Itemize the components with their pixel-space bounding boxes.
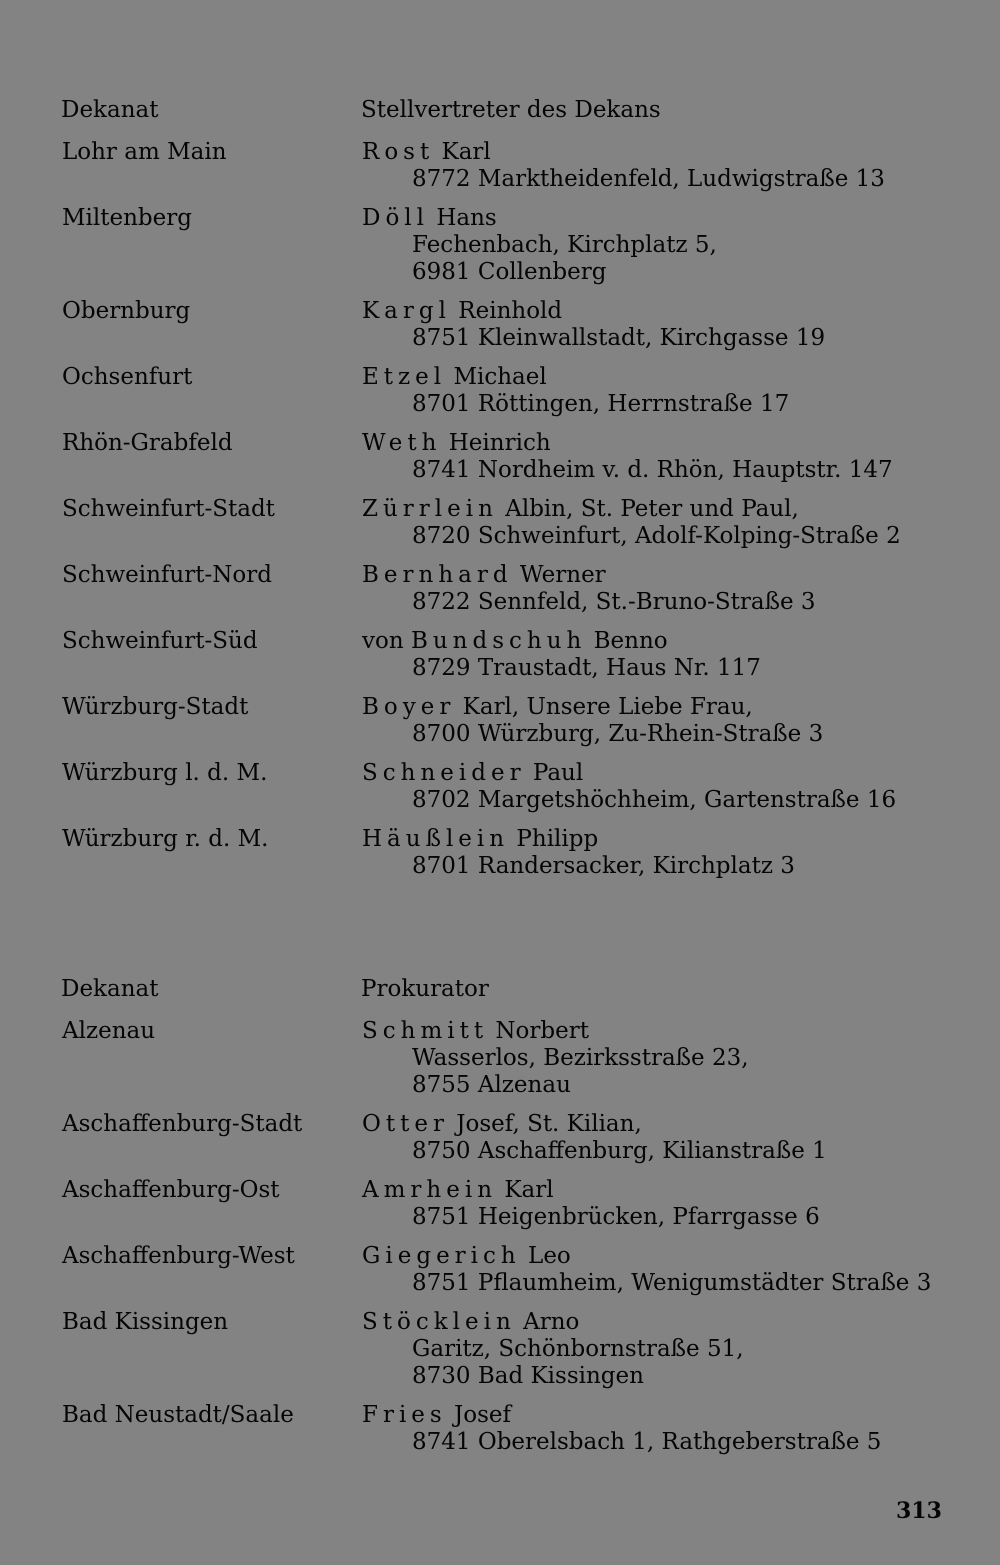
person-name [362,1309,1000,1336]
address-line: 8741 Oberelsbach 1, Rathgeberstraße 5 [412,1429,882,1455]
given-name: Michael [453,364,547,390]
dekanat-name: Schweinfurt-Stadt [62,496,275,522]
person-info [362,562,1000,616]
address-line: 8729 Traustadt, Haus Nr. 117 [412,655,761,681]
person-info [362,364,1000,418]
given-name: Albin, St. Peter und Paul, [505,496,799,522]
given-name: Karl [504,1177,554,1203]
name-prefix: von [362,628,404,654]
person-name [362,1111,1000,1138]
person-info [362,694,1000,748]
column-header-role: Stellvertreter des Dekans [361,97,661,123]
dekanat-name: Alzenau [62,1018,156,1044]
address-line: Wasserlos, Bezirksstraße 23, [412,1045,749,1071]
surname: Boyer [362,694,456,720]
list-item [0,364,1000,418]
list-item [0,1402,1000,1456]
person-name [362,826,1000,853]
person-name [362,1177,1000,1204]
person-name [362,430,1000,457]
person-info [362,1111,1000,1165]
person-name [362,1243,1000,1270]
dekanat-name: Würzburg r. d. M. [62,826,269,852]
person-info [362,826,1000,880]
address-line: 6981 Collenberg [412,259,607,285]
given-name: Josef [454,1402,512,1428]
section-stellvertreter [0,95,1000,892]
person-info [362,1177,1000,1231]
list-item [0,298,1000,352]
section-header [0,974,1000,1006]
given-name: Hans [436,205,497,231]
list-item [0,760,1000,814]
given-name: Benno [593,628,668,654]
person-name [362,1402,1000,1429]
surname: Fries [362,1402,447,1428]
list-item [0,205,1000,286]
person-info [362,298,1000,352]
column-header-role: Prokurator [361,976,489,1002]
given-name: Werner [519,562,606,588]
person-info [362,1243,1000,1297]
entry-list [0,1018,1000,1456]
list-item [0,826,1000,880]
address-line: 8722 Sennfeld, St.-Bruno-Straße 3 [412,589,816,615]
person-info [362,628,1000,682]
dekanat-name: Aschaffenburg-West [62,1243,295,1269]
person-name [362,628,1000,655]
given-name: Arno [523,1309,580,1335]
given-name: Paul [532,760,584,786]
surname: Etzel [362,364,447,390]
dekanat-name: Bad Neustadt/Saale [62,1402,294,1428]
person-name [362,760,1000,787]
list-item [0,496,1000,550]
address-line: 8700 Würzburg, Zu-Rhein-Straße 3 [412,721,824,747]
address-line: 8730 Bad Kissingen [412,1363,644,1389]
dekanat-name: Aschaffenburg-Stadt [62,1111,303,1137]
given-name: Philipp [516,826,599,852]
page-number: 313 [896,1498,942,1524]
list-item [0,694,1000,748]
address-line: 8751 Pflaumheim, Wenigumstädter Straße 3 [412,1270,932,1296]
surname: Giegerich [362,1243,521,1269]
dekanat-name: Würzburg-Stadt [62,694,249,720]
person-name [362,694,1000,721]
dekanat-name: Schweinfurt-Nord [62,562,272,588]
list-item [0,1243,1000,1297]
list-item [0,1018,1000,1099]
given-name: Norbert [495,1018,589,1044]
dekanat-name: Rhön-Grabfeld [62,430,233,456]
surname: Amrhein [362,1177,498,1203]
address-line: 8750 Aschaffenburg, Kilianstraße 1 [412,1138,827,1164]
dekanat-name: Schweinfurt-Süd [62,628,258,654]
column-header-dekanat: Dekanat [61,97,159,123]
surname: Otter [362,1111,449,1137]
person-info [362,205,1000,286]
dekanat-name: Aschaffenburg-Ost [62,1177,280,1203]
list-item [0,628,1000,682]
address-line: 8701 Röttingen, Herrnstraße 17 [412,391,790,417]
surname: Bundschuh [410,628,587,654]
surname: Häußlein [362,826,510,852]
address-line: 8755 Alzenau [412,1072,571,1098]
list-item [0,430,1000,484]
surname: Stöcklein [362,1309,516,1335]
given-name: Heinrich [448,430,551,456]
dekanat-name: Miltenberg [62,205,192,231]
given-name: Karl, Unsere Liebe Frau, [462,694,753,720]
surname: Rost [362,139,435,165]
person-info [362,1309,1000,1390]
list-item [0,139,1000,193]
person-name [362,364,1000,391]
surname: Kargl [362,298,451,324]
dekanat-name: Obernburg [62,298,191,324]
dekanat-name: Bad Kissingen [62,1309,229,1335]
person-info [362,496,1000,550]
person-name [362,562,1000,589]
section-prokurator [0,974,1000,1468]
person-name [362,298,1000,325]
dekanat-name: Lohr am Main [62,139,227,165]
address-line: 8702 Margetshöchheim, Gartenstraße 16 [412,787,897,813]
column-header-dekanat: Dekanat [61,976,159,1002]
person-name [362,205,1000,232]
surname: Döll [362,205,429,231]
surname: Weth [362,430,442,456]
given-name: Leo [528,1243,571,1269]
address-line: 8751 Kleinwallstadt, Kirchgasse 19 [412,325,826,351]
person-info [362,760,1000,814]
address-line: 8741 Nordheim v. d. Rhön, Hauptstr. 147 [412,457,893,483]
list-item [0,1177,1000,1231]
person-name [362,1018,1000,1045]
person-info [362,1402,1000,1456]
list-item [0,1309,1000,1390]
person-name [362,496,1000,523]
dekanat-name: Ochsenfurt [62,364,193,390]
list-item [0,562,1000,616]
person-info [362,430,1000,484]
surname: Zürrlein [362,496,498,522]
given-name: Josef, St. Kilian, [456,1111,642,1137]
dekanat-name: Würzburg l. d. M. [62,760,268,786]
surname: Schmitt [362,1018,489,1044]
person-info [362,139,1000,193]
given-name: Reinhold [458,298,563,324]
address-line: 8772 Marktheidenfeld, Ludwigstraße 13 [412,166,885,192]
surname: Schneider [362,760,526,786]
address-line: Garitz, Schönbornstraße 51, [412,1336,744,1362]
address-line: 8701 Randersacker, Kirchplatz 3 [412,853,795,879]
address-line: Fechenbach, Kirchplatz 5, [412,232,717,258]
person-name [362,139,1000,166]
list-item [0,1111,1000,1165]
surname: Bernhard [362,562,513,588]
person-info [362,1018,1000,1099]
address-line: 8751 Heigenbrücken, Pfarrgasse 6 [412,1204,820,1230]
address-line: 8720 Schweinfurt, Adolf-Kolping-Straße 2 [412,523,901,549]
given-name: Karl [441,139,491,165]
entry-list [0,139,1000,880]
section-header [0,95,1000,127]
